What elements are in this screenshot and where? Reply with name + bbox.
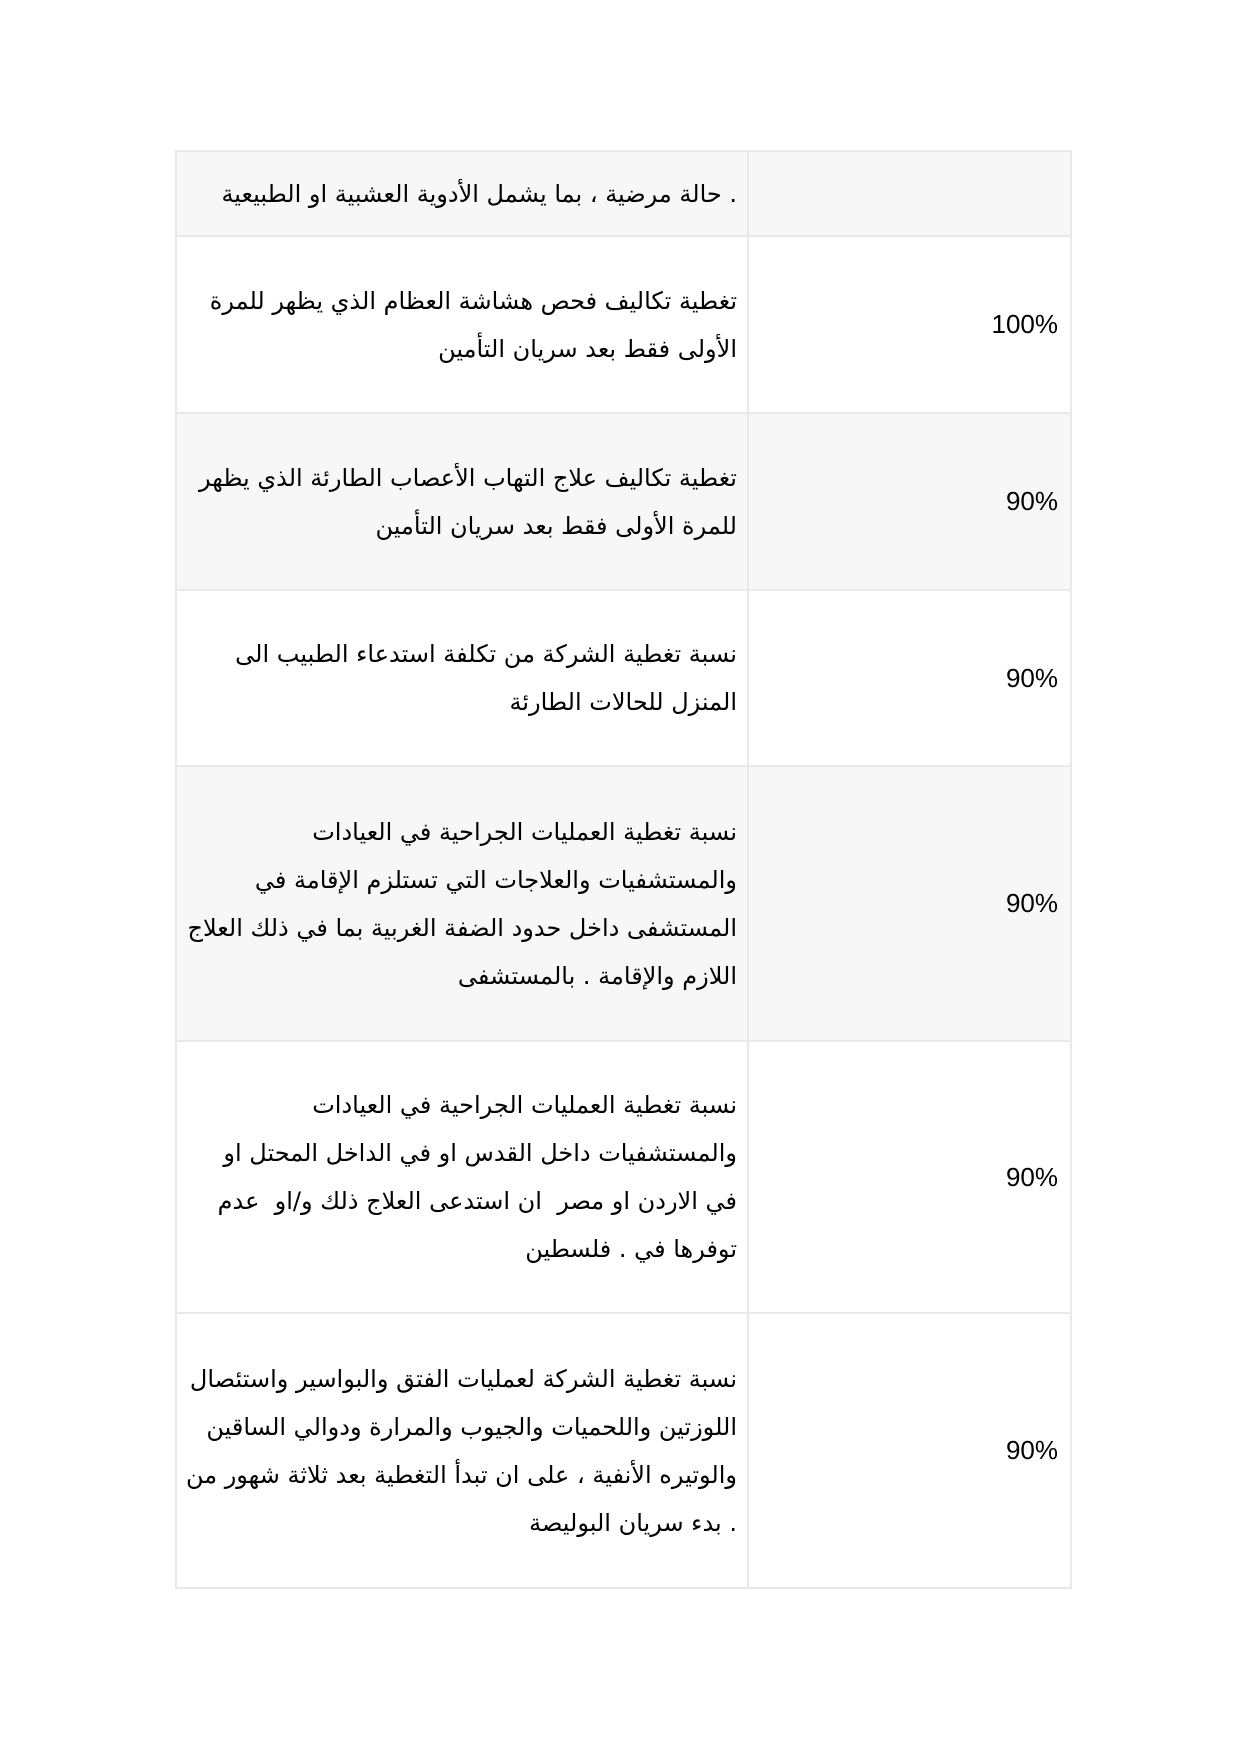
percent-cell [748, 151, 1071, 236]
percent-cell [748, 590, 1071, 766]
description-cell [176, 590, 748, 766]
description-text: نسبة تغطية العمليات الجراحية في العيادات والمستشفيات داخل القدس او في الداخل المحتل او في الاردن او مصر ان استدعى العلاج ذلك و/او عدم توفرها في . فلسطين [209, 1091, 737, 1263]
table-row [176, 766, 1071, 1041]
table-row [176, 590, 1071, 766]
percent-text: 100% [991, 309, 1058, 339]
table-row [176, 151, 1071, 236]
percent-cell [748, 1041, 1071, 1313]
table-row [176, 1041, 1071, 1313]
description-cell [176, 766, 748, 1041]
table-row [176, 413, 1071, 590]
description-cell [176, 151, 748, 236]
table-row [176, 236, 1071, 413]
description-text: تغطية تكاليف فحص هشاشة العظام الذي يظهر للمرة الأولى فقط بعد سريان التأمين [202, 286, 737, 363]
percent-cell [748, 413, 1071, 590]
percent-text: 90% [1005, 1435, 1058, 1465]
percent-text: 90% [1005, 486, 1058, 516]
percent-cell [748, 1313, 1071, 1588]
description-cell [176, 413, 748, 590]
percent-text: 90% [1005, 888, 1058, 918]
coverage-table [175, 150, 1072, 1589]
percent-text: 90% [1005, 1161, 1058, 1192]
percent-text: 90% [1005, 662, 1058, 693]
table-row [176, 1313, 1071, 1588]
percent-cell [748, 766, 1071, 1041]
description-text: . حالة مرضية ، بما يشمل الأدوية العشبية او الطبيعية [221, 179, 737, 208]
description-text: تغطية تكاليف علاج التهاب الأعصاب الطارئة الذي يظهر للمرة الأولى فقط بعد سريان التأمين [191, 463, 737, 540]
description-cell [176, 236, 748, 413]
description-text: نسبة تغطية الشركة من تكلفة استدعاء الطبيب الى المنزل للحالات الطارئة [227, 640, 737, 716]
description-cell [176, 1041, 748, 1313]
percent-cell [748, 236, 1071, 413]
description-cell [176, 1313, 748, 1588]
description-text: نسبة تغطية الشركة لعمليات الفتق والبواسير واستئصال اللوزتين واللحميات والجيوب والمرارة ودوالي الساقين والوتيره الأنفية ، على ان تبدأ التغطية بعد ثلاثة شهور من . بدء سريان البوليصة [178, 1364, 737, 1537]
description-text: نسبة تغطية العمليات الجراحية في العيادات والمستشفيات والعلاجات التي تستلزم الإقامة في المستشفى داخل حدود الضفة الغربية بما في ذلك العلاج اللازم والإقامة . بالمستشفى [179, 817, 737, 990]
